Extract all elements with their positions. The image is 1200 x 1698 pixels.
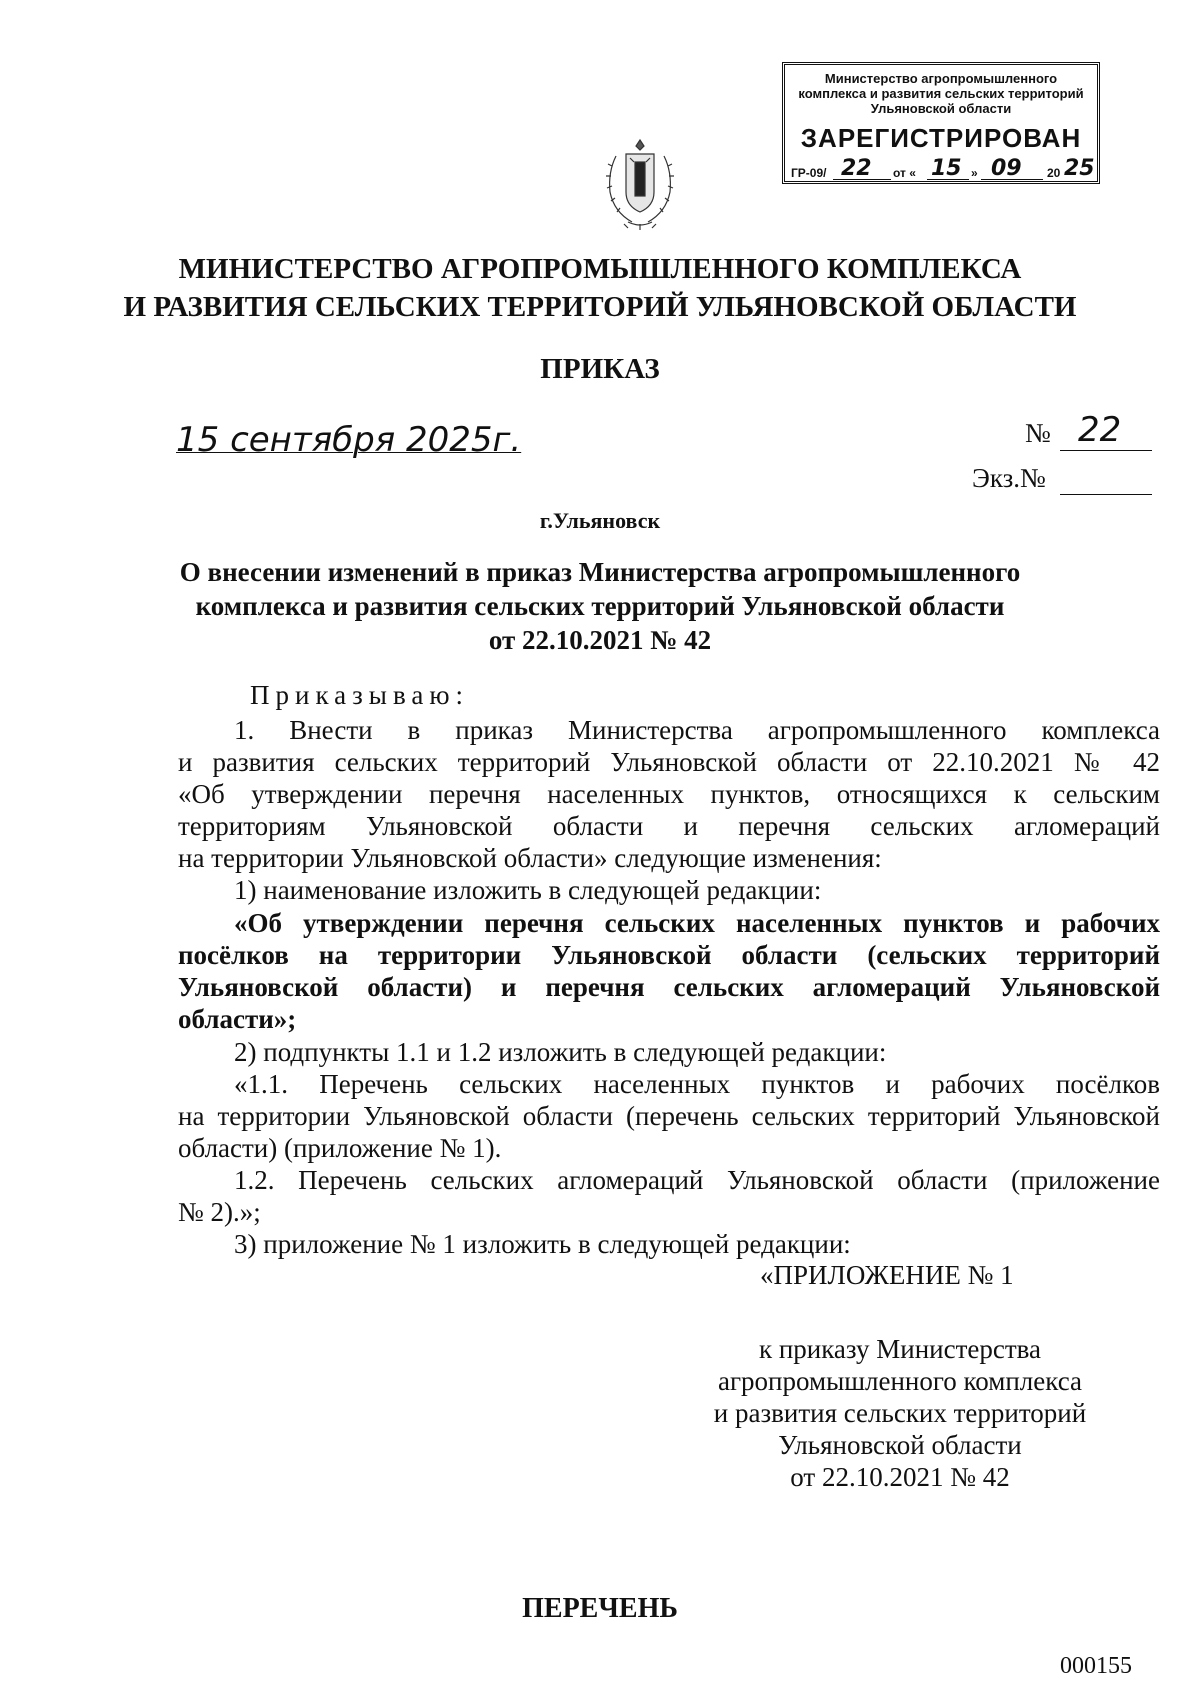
order-word: Приказываю: <box>250 680 469 710</box>
number-label: № <box>1025 418 1051 448</box>
stamp-day: 15 <box>931 156 962 181</box>
registration-stamp <box>782 62 1100 184</box>
copy-label: Экз.№ <box>972 463 1046 493</box>
point12-last-line: № 2).»; <box>178 1197 261 1227</box>
city: г.Ульяновск <box>539 508 661 533</box>
item1-line: и развития сельских территорий Ульяновской области от 22.10.2021 № 42 <box>178 747 1160 777</box>
appendix-reference <box>640 1333 1160 1493</box>
point11-last-line: области) (приложение № 1). <box>178 1133 502 1163</box>
appendix-line3: и развития сельских территорий <box>713 1398 1087 1428</box>
stamp-org-line1: Министерство агропромышленного <box>824 71 1058 86</box>
stamp-registration-line: ГР-09/ 22 от « 15 » 09 20 25 <box>791 156 1095 181</box>
copy-underline <box>1060 494 1152 495</box>
stamp-month: 09 <box>991 156 1022 181</box>
appendix-line1: к приказу Министерства <box>758 1334 1042 1364</box>
subitem1: 1) наименование изложить в следующей редакции: <box>234 875 822 905</box>
stamp-number: 22 <box>841 156 872 181</box>
coat-of-arms-icon <box>600 136 680 232</box>
new-title-line: «Об утверждении перечня сельских населенных пунктов и рабочих <box>234 908 1160 938</box>
order-number: 22 <box>1078 410 1122 450</box>
new-title-line: посёлков на территории Ульяновской области (сельских территорий <box>178 940 1160 970</box>
order-title-line1: О внесении изменений в приказ Министерства агропромышленного <box>179 557 1021 587</box>
ministry-name-line1: МИНИСТЕРСТВО АГРОПРОМЫШЛЕННОГО КОМПЛЕКСА <box>178 253 1022 285</box>
page-code: 000155 <box>1060 1653 1132 1679</box>
stamp-org-line3: Ульяновской области <box>870 101 1012 116</box>
stamp-prefix: ГР-09/ <box>791 166 827 180</box>
list-heading: ПЕРЕЧЕНЬ <box>522 1593 678 1624</box>
new-title-last-line: области»; <box>178 1004 297 1034</box>
stamp-org-line2: комплекса и развития сельских территорий <box>798 86 1084 101</box>
document-type: ПРИКАЗ <box>540 353 660 385</box>
item1-line: 1. Внести в приказ Министерства агропромышленного комплекса <box>234 715 1160 745</box>
point12-line: 1.2. Перечень сельских агломераций Ульяновской области (приложение <box>234 1165 1160 1195</box>
ministry-name-line2: И РАЗВИТИЯ СЕЛЬСКИХ ТЕРРИТОРИЙ УЛЬЯНОВСКОЙ ОБЛАСТИ <box>123 291 1077 323</box>
appendix-line4: Ульяновской области <box>778 1430 1022 1460</box>
new-title-line: Ульяновской области) и перечня сельских агломераций Ульяновской <box>178 972 1160 1002</box>
order-title-line2: комплекса и развития сельских территорий Ульяновской области <box>195 591 1005 621</box>
stamp-year-prefix: 20 <box>1047 166 1061 180</box>
handwritten-date: 15 сентября 2025г. <box>176 420 522 460</box>
subitem3: 3) приложение № 1 изложить в следующей редакции: <box>234 1229 851 1259</box>
item1-line: территориям Ульяновской области и перечня сельских агломераций <box>178 811 1160 841</box>
stamp-year-suffix: 25 <box>1064 156 1095 181</box>
point11-line: на территории Ульяновской области (перечень сельских территорий Ульяновской <box>178 1101 1160 1131</box>
point11-line: «1.1. Перечень сельских населенных пунктов и рабочих посёлков <box>234 1069 1160 1099</box>
order-title-line3: от 22.10.2021 № 42 <box>488 625 712 655</box>
stamp-registered: ЗАРЕГИСТРИРОВАН <box>800 123 1082 153</box>
appendix-line2: агропромышленного комплекса <box>718 1366 1082 1396</box>
appendix-title: «ПРИЛОЖЕНИЕ № 1 <box>760 1260 1014 1290</box>
subitem2: 2) подпункты 1.1 и 1.2 изложить в следующей редакции: <box>234 1037 887 1067</box>
stamp-from-label: от « <box>893 166 916 180</box>
appendix-line5: от 22.10.2021 № 42 <box>790 1462 1010 1492</box>
item1-line: «Об утверждении перечня населенных пунктов, относящихся к сельским <box>178 779 1160 809</box>
item1-last-line: на территории Ульяновской области» следующие изменения: <box>178 843 882 873</box>
number-underline <box>1060 450 1152 451</box>
